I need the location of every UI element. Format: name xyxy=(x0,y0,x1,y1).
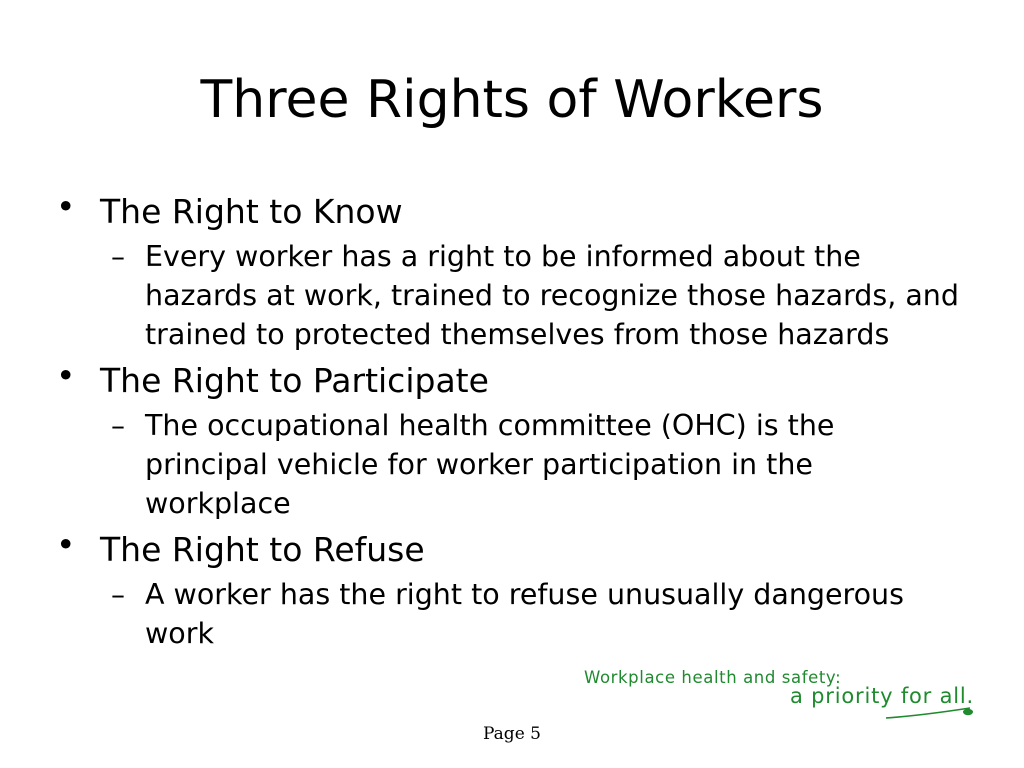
right-heading: The Right to Refuse xyxy=(100,530,425,569)
right-heading: The Right to Know xyxy=(100,192,403,231)
dash-icon: – xyxy=(111,409,125,442)
slide-title: Three Rights of Workers xyxy=(200,70,824,130)
list-item xyxy=(56,525,976,653)
bullet-icon: • xyxy=(56,356,76,395)
dash-icon: – xyxy=(111,578,125,611)
sub-bullet-row xyxy=(111,237,976,354)
right-detail: The occupational health committee (OHC) is the principal vehicle for worker participation in the workplace xyxy=(145,409,835,520)
bullet-icon: • xyxy=(56,525,76,564)
logo-tagline-line1: Workplace health and safety: xyxy=(584,668,842,687)
right-detail: Every worker has a right to be informed about the hazards at work, trained to recognize those hazards, and trained to protected themselves from those hazards xyxy=(145,240,959,351)
right-heading: The Right to Participate xyxy=(100,361,489,400)
right-detail: A worker has the right to refuse unusually dangerous work xyxy=(145,578,904,650)
swoosh-icon xyxy=(884,702,980,720)
bullet-row xyxy=(56,356,976,403)
logo-tagline-line2: a priority for all. xyxy=(790,684,974,708)
dash-icon: – xyxy=(111,240,125,273)
sub-bullet-row xyxy=(111,575,976,653)
bullet-row xyxy=(56,187,976,234)
list-item xyxy=(56,356,976,523)
bullet-row xyxy=(56,525,976,572)
workplace-safety-logo xyxy=(584,668,984,720)
list-item xyxy=(56,187,976,354)
page-number: Page 5 xyxy=(483,724,541,744)
rights-list xyxy=(56,187,976,658)
bullet-icon: • xyxy=(56,187,76,226)
sub-bullet-row xyxy=(111,406,976,523)
